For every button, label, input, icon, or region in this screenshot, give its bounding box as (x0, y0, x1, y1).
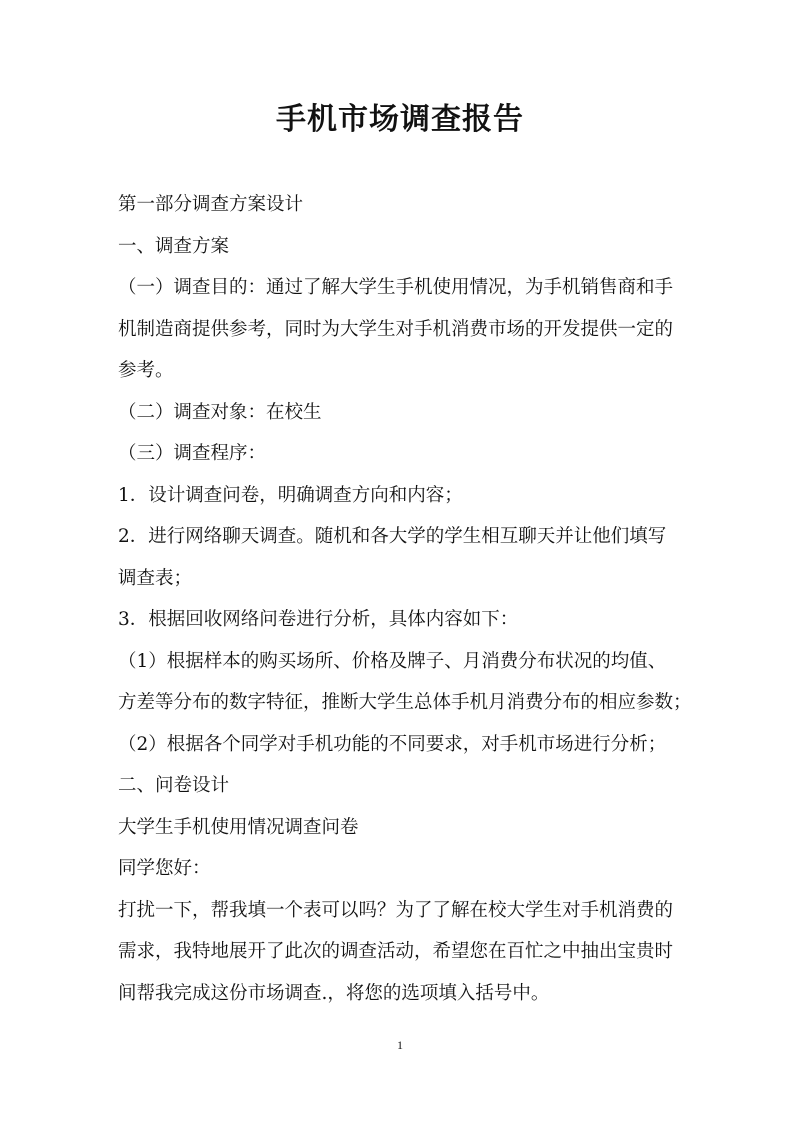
questionnaire-title: 大学生手机使用情况调查问卷 (118, 816, 359, 838)
section-heading-part-one: 第一部分调查方案设计 (118, 194, 304, 215)
sub-list-item-continuation: 方差等分布的数字特征，推断大学生总体手机月消费分布的相应参数； (118, 692, 692, 713)
list-item: 2．进行网络聊天调查。随机和各大学的学生相互聊天并让他们填写 (118, 526, 667, 547)
paragraph-line: 间帮我完成这份市场调查.，将您的选项填入括号中。 (118, 982, 550, 1004)
page-number: 1 (397, 1038, 403, 1052)
paragraph-line: 需求，我特地展开了此次的调查活动，希望您在百忙之中抽出宝贵时 (118, 941, 674, 962)
list-item: 1．设计调查问卷，明确调查方向和内容； (118, 484, 463, 506)
document-title: 手机市场调查报告 (276, 102, 524, 137)
paragraph-line: （一）调查目的：通过了解大学生手机使用情况，为手机销售商和手 (118, 277, 674, 298)
paragraph-line: 参考。 (118, 360, 174, 381)
list-item-continuation: 调查表； (118, 567, 193, 589)
paragraph-line: 打扰一下，帮我填一个表可以吗？为了了解在校大学生对手机消费的 (118, 899, 674, 921)
document-body (118, 184, 693, 1014)
subsection-heading-survey-plan: 一、调查方案 (118, 235, 230, 257)
paragraph-line: （三）调查程序： (118, 443, 267, 464)
greeting: 同学您好： (118, 858, 211, 879)
paragraph-line: （二）调查对象：在校生 (118, 401, 322, 423)
paragraph-line: 机制造商提供参考，同时为大学生对手机消费市场的开发提供一定的 (118, 318, 674, 340)
subsection-heading-questionnaire: 二、问卷设计 (118, 775, 230, 796)
sub-list-item: （2）根据各个同学对手机功能的不同要求，对手机市场进行分析； (118, 733, 667, 755)
sub-list-item: （1）根据样本的购买场所、价格及牌子、月消费分布状况的均值、 (118, 650, 667, 672)
list-item: 3．根据回收网络问卷进行分析，具体内容如下： (118, 609, 519, 630)
